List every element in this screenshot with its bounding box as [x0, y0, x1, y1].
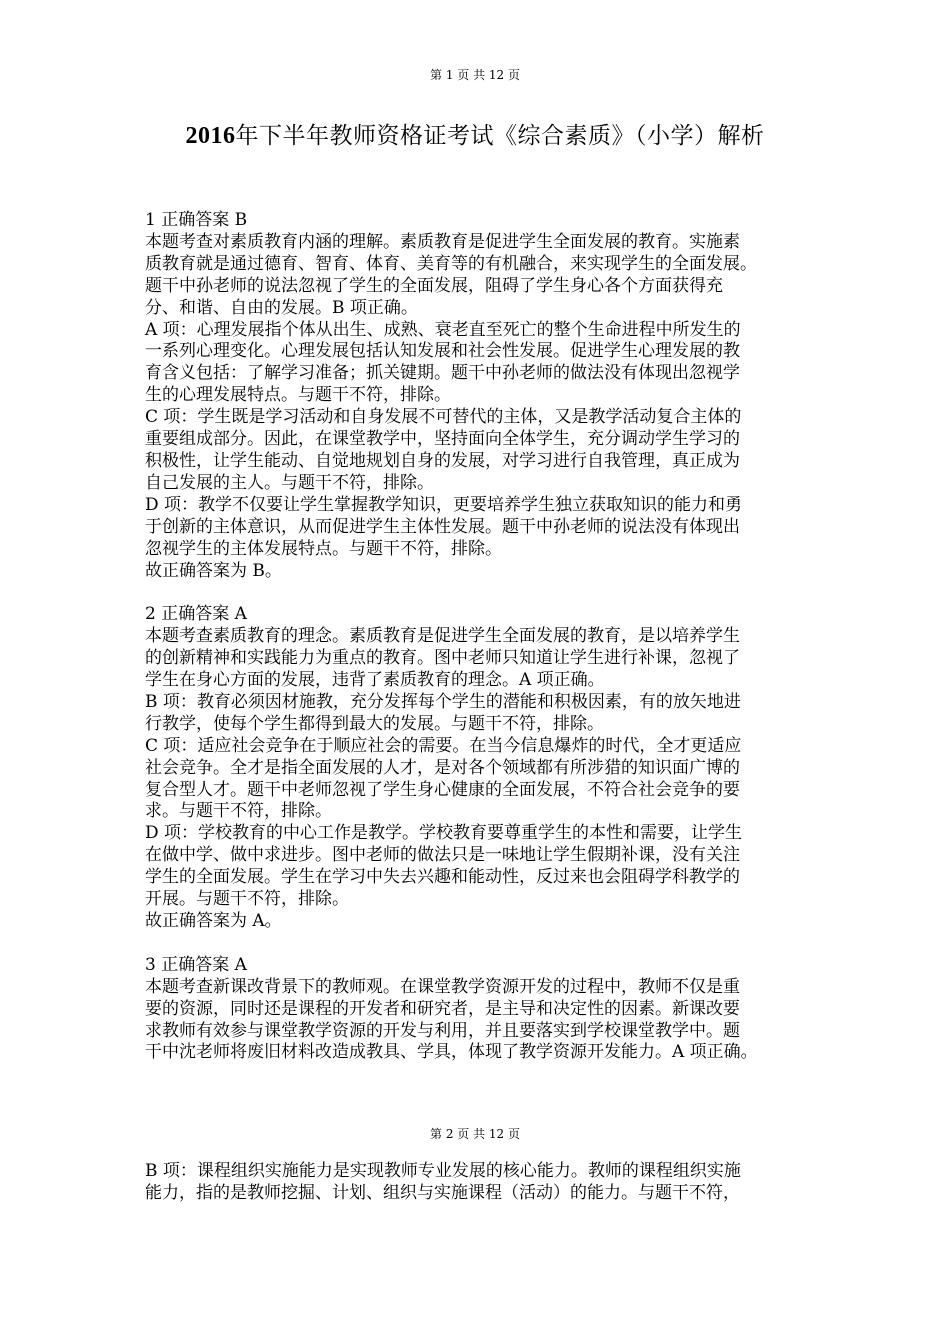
text-line: 本题考查对素质教育内涵的理解。素质教育是促进学生全面发展的教育。实施素 — [145, 231, 740, 252]
title-year: 2016 — [185, 123, 236, 149]
answer-heading: 1 正确答案 B — [145, 210, 248, 230]
text-line: C 项：适应社会竞争在于顺应社会的需要。在当今信息爆炸的时代，全才更适应 — [145, 735, 742, 756]
text-line: 开展。与题干不符，排除。 — [145, 889, 349, 910]
text-line: 学生的全面发展。学生在学习中失去兴趣和能动性，反过来也会阻碍学科教学的 — [145, 867, 740, 888]
text-line: A 项：心理发展指个体从出生、成熟、衰老直至死亡的整个生命进程中所发生的 — [145, 319, 741, 340]
document-title — [0, 118, 950, 154]
page-header: 第 2 页 共 12 页 — [430, 1127, 520, 1141]
answer-explanation — [145, 626, 805, 933]
text-line: 干中沈老师将废旧材料改造成教具、学具，体现了教学资源开发能力。A 项正确。 — [145, 1042, 758, 1063]
text-line: 分、和谐、自由的发展。B 项正确。 — [145, 297, 418, 318]
text-line: 生的心理发展特点。与题干不符，排除。 — [145, 385, 451, 406]
text-line: 质教育就是通过德育、智育、体育、美育等的有机融合，来实现学生的全面发展。 — [145, 253, 757, 274]
text-line: 故正确答案为 B。 — [145, 560, 282, 581]
document-body-page-2 — [145, 1161, 805, 1205]
page-header: 第 1 页 共 12 页 — [430, 68, 520, 82]
text-line: 要的资源，同时还是课程的开发者和研究者，是主导和决定性的因素。新课改要 — [145, 998, 740, 1019]
text-line: 忽视学生的主体发展特点。与题干不符，排除。 — [145, 538, 502, 559]
text-line: 本题考查新课改背景下的教师观。在课堂教学资源开发的过程中，教师不仅是重 — [145, 976, 740, 997]
answer-heading: 3 正确答案 A — [145, 954, 247, 975]
text-line: 于创新的主体意识，从而促进学生主体性发展。题干中孙老师的说法没有体现出 — [145, 516, 740, 537]
text-line: 在做中学、做中求进步。图中老师的做法只是一味地让学生假期补课，没有关注 — [145, 845, 740, 866]
text-line: 行教学，使每个学生都得到最大的发展。与题干不符，排除。 — [145, 713, 604, 734]
text-line: 题干中孙老师的说法忽视了学生的全面发展，阻碍了学生身心各个方面获得充 — [145, 275, 723, 296]
text-line: 本题考查素质教育的理念。素质教育是促进学生全面发展的教育，是以培养学生 — [145, 626, 740, 647]
text-line: B 项：课程组织实施能力是实现教师专业发展的核心能力。教师的课程组织实施 — [145, 1161, 741, 1181]
text-line: 积极性，让学生能动、自觉地规划自身的发展，对学习进行自我管理，真正成为 — [145, 450, 740, 471]
document-body — [145, 210, 805, 1064]
text-line: 学生在身心方面的发展，违背了素质教育的理念。A 项正确。 — [145, 670, 605, 691]
text-line: 自己发展的主人。与题干不符，排除。 — [145, 472, 434, 493]
text-line: B 项：教育必须因材施教，充分发挥每个学生的潜能和积极因素，有的放矢地进 — [145, 691, 741, 712]
text-line: D 项：学校教育的中心工作是教学。学校教育要尊重学生的本性和需要，让学生 — [145, 823, 743, 844]
text-line: 社会竞争。全才是指全面发展的人才，是对各个领域都有所涉猎的知识面广博的 — [145, 757, 740, 778]
text-line: 能力，指的是教师挖掘、计划、组织与实施课程（活动）的能力。与题干不符， — [145, 1182, 740, 1203]
paragraph-gap — [145, 933, 805, 955]
text-line: 的创新精神和实践能力为重点的教育。图中老师只知道让学生进行补课，忽视了 — [145, 648, 740, 669]
text-line: 复合型人才。题干中老师忽视了学生身心健康的全面发展，不符合社会竞争的要 — [145, 779, 740, 800]
text-line: D 项：教学不仅要让学生掌握教学知识，更要培养学生独立获取知识的能力和勇 — [145, 494, 743, 515]
text-line: 求。与题干不符，排除。 — [145, 801, 332, 822]
paragraph-gap — [145, 582, 805, 604]
text-line: 重要组成部分。因此，在课堂教学中，坚持面向全体学生，充分调动学生学习的 — [145, 429, 740, 450]
text-line: 故正确答案为 A。 — [145, 910, 282, 931]
answer-explanation — [145, 977, 805, 1065]
text-line: 求教师有效参与课堂教学资源的开发与利用，并且要落实到学校课堂教学中。题 — [145, 1020, 740, 1041]
title-text: 年下半年教师资格证考试《综合素质》（小学）解析 — [235, 123, 765, 149]
text-line: 育含义包括：了解学习准备；抓关键期。题干中孙老师的做法没有体现出忽视学 — [145, 363, 740, 384]
text-line: 一系列心理变化。心理发展包括认知发展和社会性发展。促进学生心理发展的教 — [145, 341, 740, 362]
answer-explanation — [145, 232, 805, 583]
answer-heading: 2 正确答案 A — [145, 604, 247, 625]
text-line: C 项：学生既是学习活动和自身发展不可替代的主体，又是教学活动复合主体的 — [145, 407, 742, 428]
